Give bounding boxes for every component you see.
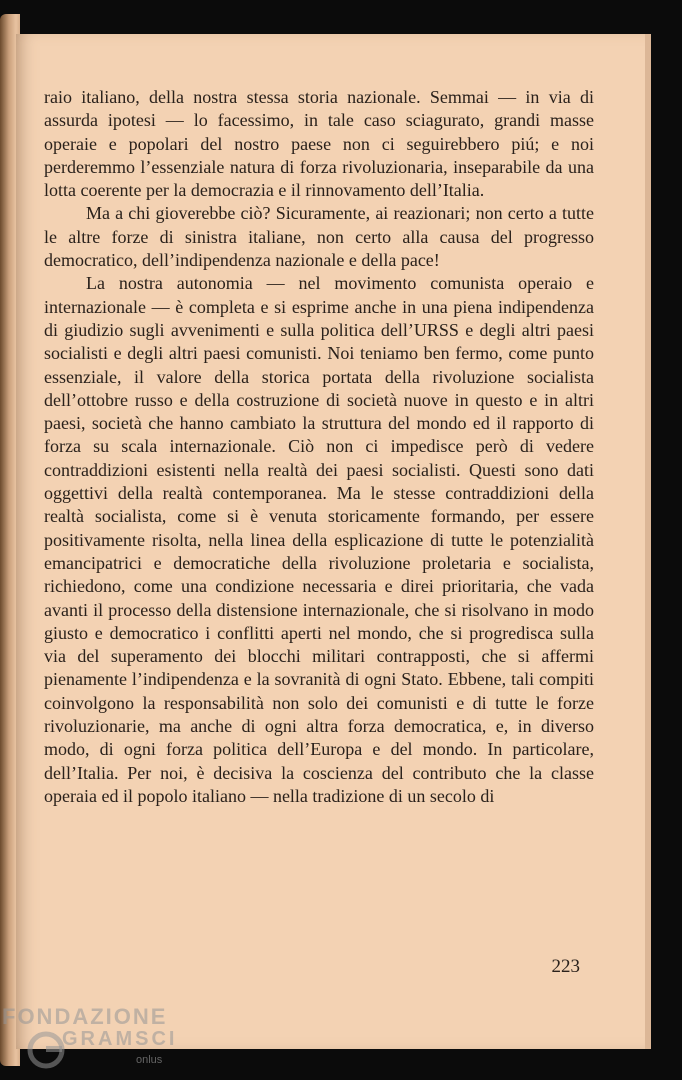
watermark-line-1: FONDAZIONE bbox=[2, 1004, 168, 1029]
watermark bbox=[2, 1004, 182, 1080]
page-number: 223 bbox=[551, 956, 580, 977]
body-text bbox=[44, 86, 594, 808]
gramsci-logo-icon bbox=[26, 1030, 66, 1070]
paragraph-3: La nostra autonomia — nel movimento comunista operaio e internazionale — è completa e si esprime anche in una piena indipendenza di giudizio sugli avvenimenti e sulla politica dell’URSS e degli altri paesi socialisti e degli altri paesi comunisti. Noi teniamo ben fermo, come punto essenziale, il valore della storica portata della rivoluzione socialista dell’ottobre russo e della costruzione di società nuove in questo e in altri paesi, società che hanno cambiato la struttura del mondo ed il rapporto di forza su scala internazionale. Ciò non ci impedisce però di vedere contraddizioni esistenti nella realtà dei paesi socialisti. Questi sono dati oggettivi della realtà contemporanea. Ma le stesse contraddizioni della realtà socialista, come si è venuta storicamente formando, per essere positivamente risolta, nella linea della esplicazione di tutte le potenzialità emancipatrici e democratiche della rivoluzione proletaria e socialista, richiedono, come una condizione necessaria e direi prioritaria, che vada avanti il processo della distensione internazionale, che si risolvano in modo giusto e democratico i conflitti aperti nel mondo, che si progredisca sulla via del superamento dei blocchi militari contrapposti, che si affermi pienamente l’indipendenza e la sovranità di ogni Stato. Ebbene, tali compiti coinvolgono la responsabilità non solo dei comunisti e di tutte le forze rivoluzionarie, ma anche di ogni altra forza democratica, e, in diverso modo, di ogni forza politica dell’Europa e del mondo. In particolare, dell’Italia. Per noi, è decisiva la coscienza del contributo che la classe operaia ed il popolo italiano — nella tradizione di un secolo di bbox=[44, 273, 594, 806]
watermark-line-3: onlus bbox=[136, 1054, 163, 1066]
page-right-edge bbox=[645, 34, 651, 1049]
paragraph-2: Ma a chi gioverebbe ciò? Sicuramente, ai reazionari; non certo a tutte le altre forze di sinistra italiane, non certo alla causa del progresso democratico, dell’indipendenza nazionale e della pace! bbox=[44, 203, 594, 271]
watermark-line-2: GRAMSCI bbox=[62, 1028, 178, 1050]
paragraph-1: raio italiano, della nostra stessa storia nazionale. Semmai — in via di assurda ipotesi — lo facessimo, in tale caso sciagurato, grandi masse operaie e popolari del nostro paese non ci seguirebbero piú; e noi perderemmo l’essenziale natura di forza rivoluzionaria, inseparabile da una lotta coerente per la democrazia e il rinnovamento dell’Italia. bbox=[44, 87, 594, 201]
